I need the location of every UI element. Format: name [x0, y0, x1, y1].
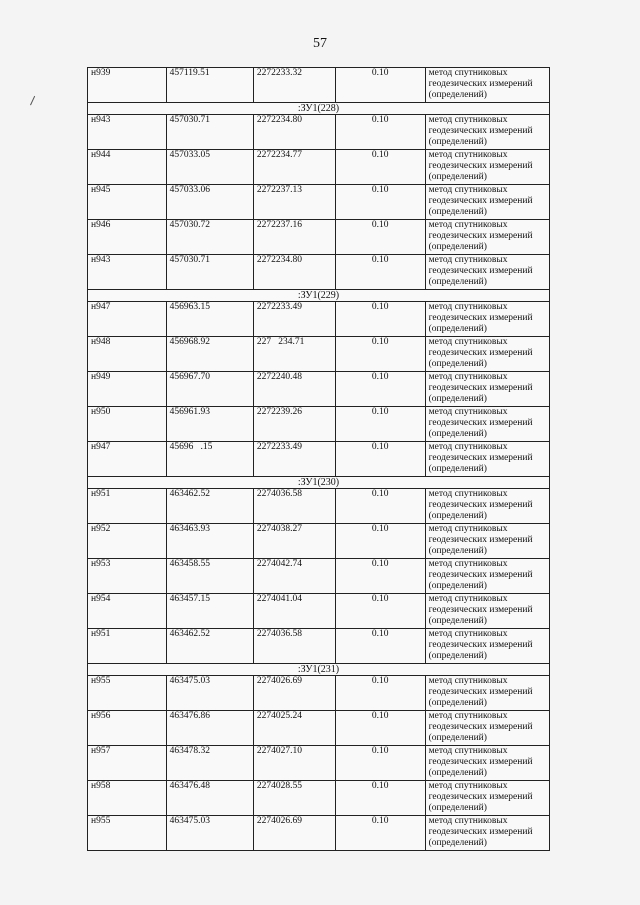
y-coordinate-cell: 2274041.04: [253, 594, 335, 629]
x-coordinate-cell: 463457.15: [166, 594, 253, 629]
x-coordinate-cell: 457033.05: [166, 150, 253, 185]
table-row: [88, 337, 550, 372]
y-coordinate-cell: 2274042.74: [253, 559, 335, 594]
point-id-cell: н956: [88, 711, 167, 746]
y-coordinate-cell: 227 234.71: [253, 337, 335, 372]
accuracy-cell: 0.10: [335, 150, 425, 185]
point-id-cell: н945: [88, 185, 167, 220]
point-id-cell: н951: [88, 629, 167, 664]
point-id-cell: н953: [88, 559, 167, 594]
point-id-cell: н948: [88, 337, 167, 372]
accuracy-cell: 0.10: [335, 407, 425, 442]
x-coordinate-cell: 463475.03: [166, 816, 253, 851]
method-cell: метод спутниковых геодезических измерений (определений): [425, 255, 549, 290]
method-cell: метод спутниковых геодезических измерений (определений): [425, 442, 549, 477]
method-cell: метод спутниковых геодезических измерений (определений): [425, 372, 549, 407]
method-cell: метод спутниковых геодезических измерений (определений): [425, 594, 549, 629]
x-coordinate-cell: 45696 .15: [166, 442, 253, 477]
point-id-cell: н947: [88, 302, 167, 337]
method-cell: метод спутниковых геодезических измерений (определений): [425, 746, 549, 781]
x-coordinate-cell: 457030.71: [166, 255, 253, 290]
point-id-cell: н957: [88, 746, 167, 781]
table-group-header: [88, 664, 550, 676]
table-group-header: [88, 477, 550, 489]
y-coordinate-cell: 2274026.69: [253, 816, 335, 851]
method-cell: метод спутниковых геодезических измерений (определений): [425, 220, 549, 255]
method-cell: метод спутниковых геодезических измерений (определений): [425, 337, 549, 372]
method-cell: метод спутниковых геодезических измерений (определений): [425, 816, 549, 851]
y-coordinate-cell: 2272233.49: [253, 442, 335, 477]
method-cell: метод спутниковых геодезических измерений (определений): [425, 115, 549, 150]
coordinates-table: [87, 67, 550, 851]
y-coordinate-cell: 2272239.26: [253, 407, 335, 442]
x-coordinate-cell: 463462.52: [166, 629, 253, 664]
table-row: [88, 372, 550, 407]
table-row: [88, 781, 550, 816]
table-row: [88, 676, 550, 711]
point-id-cell: н939: [88, 68, 167, 103]
method-cell: метод спутниковых геодезических измерений (определений): [425, 150, 549, 185]
point-id-cell: н950: [88, 407, 167, 442]
y-coordinate-cell: 2274026.69: [253, 676, 335, 711]
x-coordinate-cell: 463463.93: [166, 524, 253, 559]
x-coordinate-cell: 463462.52: [166, 489, 253, 524]
group-label: :ЗУ1(228): [88, 103, 550, 115]
accuracy-cell: 0.10: [335, 115, 425, 150]
accuracy-cell: 0.10: [335, 594, 425, 629]
table-row: [88, 150, 550, 185]
method-cell: метод спутниковых геодезических измерений (определений): [425, 711, 549, 746]
method-cell: метод спутниковых геодезических измерений (определений): [425, 629, 549, 664]
y-coordinate-cell: 2272234.80: [253, 255, 335, 290]
method-cell: метод спутниковых геодезических измерений (определений): [425, 302, 549, 337]
point-id-cell: н955: [88, 816, 167, 851]
accuracy-cell: 0.10: [335, 629, 425, 664]
x-coordinate-cell: 456967.70: [166, 372, 253, 407]
group-label: :ЗУ1(230): [88, 477, 550, 489]
point-id-cell: н944: [88, 150, 167, 185]
accuracy-cell: 0.10: [335, 185, 425, 220]
group-label: :ЗУ1(229): [88, 290, 550, 302]
accuracy-cell: 0.10: [335, 337, 425, 372]
method-cell: метод спутниковых геодезических измерений (определений): [425, 781, 549, 816]
table-row: [88, 594, 550, 629]
table-row: [88, 746, 550, 781]
x-coordinate-cell: 457030.72: [166, 220, 253, 255]
y-coordinate-cell: 2274027.10: [253, 746, 335, 781]
point-id-cell: н943: [88, 255, 167, 290]
accuracy-cell: 0.10: [335, 676, 425, 711]
method-cell: метод спутниковых геодезических измерений (определений): [425, 68, 549, 103]
accuracy-cell: 0.10: [335, 524, 425, 559]
accuracy-cell: 0.10: [335, 489, 425, 524]
table-row: [88, 442, 550, 477]
table-row: [88, 559, 550, 594]
x-coordinate-cell: 456961.93: [166, 407, 253, 442]
table-row: [88, 629, 550, 664]
method-cell: метод спутниковых геодезических измерений (определений): [425, 407, 549, 442]
accuracy-cell: 0.10: [335, 559, 425, 594]
accuracy-cell: 0.10: [335, 816, 425, 851]
x-coordinate-cell: 463476.86: [166, 711, 253, 746]
table-group-header: [88, 103, 550, 115]
table-row: [88, 302, 550, 337]
accuracy-cell: 0.10: [335, 372, 425, 407]
point-id-cell: н954: [88, 594, 167, 629]
point-id-cell: н958: [88, 781, 167, 816]
x-coordinate-cell: 463458.55: [166, 559, 253, 594]
group-label: :ЗУ1(231): [88, 664, 550, 676]
table-row: [88, 68, 550, 103]
x-coordinate-cell: 463475.03: [166, 676, 253, 711]
table-group-header: [88, 290, 550, 302]
y-coordinate-cell: 2274038.27: [253, 524, 335, 559]
y-coordinate-cell: 2272240.48: [253, 372, 335, 407]
x-coordinate-cell: 457033.06: [166, 185, 253, 220]
point-id-cell: н955: [88, 676, 167, 711]
point-id-cell: н949: [88, 372, 167, 407]
point-id-cell: н946: [88, 220, 167, 255]
table-row: [88, 220, 550, 255]
margin-pencil-mark: [30, 96, 37, 106]
table-row: [88, 524, 550, 559]
method-cell: метод спутниковых геодезических измерений (определений): [425, 559, 549, 594]
accuracy-cell: 0.10: [335, 442, 425, 477]
y-coordinate-cell: 2274036.58: [253, 629, 335, 664]
page-number: 57: [313, 36, 327, 51]
y-coordinate-cell: 2274036.58: [253, 489, 335, 524]
table-row: [88, 115, 550, 150]
x-coordinate-cell: 456963.15: [166, 302, 253, 337]
table-row: [88, 255, 550, 290]
accuracy-cell: 0.10: [335, 746, 425, 781]
x-coordinate-cell: 457119.51: [166, 68, 253, 103]
accuracy-cell: 0.10: [335, 68, 425, 103]
method-cell: метод спутниковых геодезических измерений (определений): [425, 524, 549, 559]
point-id-cell: н943: [88, 115, 167, 150]
accuracy-cell: 0.10: [335, 781, 425, 816]
table-row: [88, 489, 550, 524]
method-cell: метод спутниковых геодезических измерений (определений): [425, 489, 549, 524]
y-coordinate-cell: 2272233.49: [253, 302, 335, 337]
point-id-cell: н947: [88, 442, 167, 477]
accuracy-cell: 0.10: [335, 220, 425, 255]
point-id-cell: н952: [88, 524, 167, 559]
y-coordinate-cell: 2274025.24: [253, 711, 335, 746]
y-coordinate-cell: 2272233.32: [253, 68, 335, 103]
method-cell: метод спутниковых геодезических измерений (определений): [425, 676, 549, 711]
table-row: [88, 711, 550, 746]
x-coordinate-cell: 456968.92: [166, 337, 253, 372]
accuracy-cell: 0.10: [335, 255, 425, 290]
x-coordinate-cell: 463478.32: [166, 746, 253, 781]
table-row: [88, 816, 550, 851]
y-coordinate-cell: 2274028.55: [253, 781, 335, 816]
y-coordinate-cell: 2272237.16: [253, 220, 335, 255]
x-coordinate-cell: 463476.48: [166, 781, 253, 816]
x-coordinate-cell: 457030.71: [166, 115, 253, 150]
accuracy-cell: 0.10: [335, 711, 425, 746]
method-cell: метод спутниковых геодезических измерений (определений): [425, 185, 549, 220]
table-row: [88, 185, 550, 220]
y-coordinate-cell: 2272237.13: [253, 185, 335, 220]
accuracy-cell: 0.10: [335, 302, 425, 337]
y-coordinate-cell: 2272234.77: [253, 150, 335, 185]
point-id-cell: н951: [88, 489, 167, 524]
y-coordinate-cell: 2272234.80: [253, 115, 335, 150]
table-row: [88, 407, 550, 442]
